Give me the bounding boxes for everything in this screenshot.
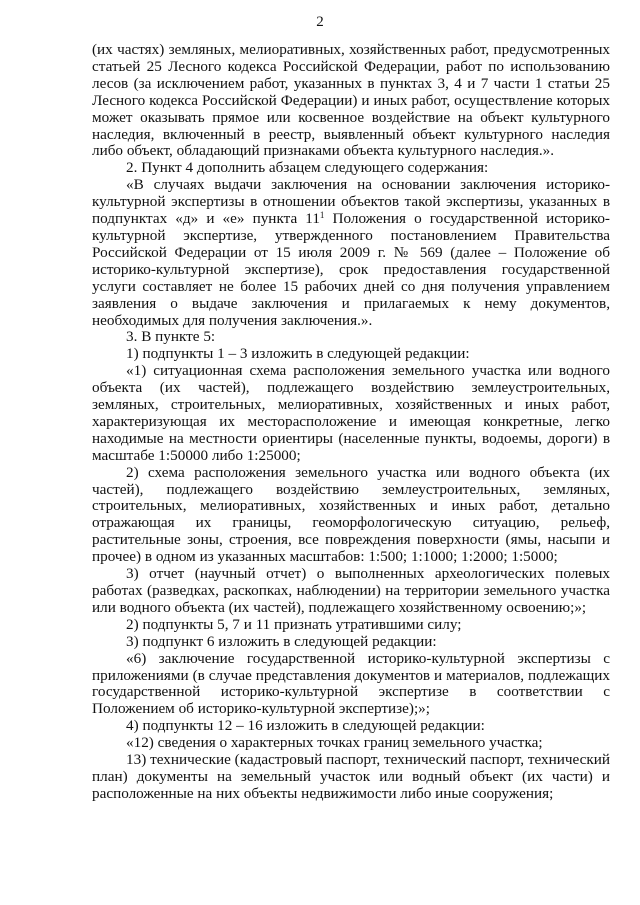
paragraph-8: 3) отчет (научный отчет) о выполненных археологических полевых работах (разведках, раскопках, наблюдении) на территории земельного участка или водного объекта (их частей), подлежащего хозяйственному освоению;»;	[92, 565, 610, 616]
paragraph-9: 2) подпункты 5, 7 и 11 признать утратившими силу;	[126, 615, 462, 633]
paragraph-3	[92, 177, 610, 329]
paragraph-3-text-start: «В случаях выдачи заключения на основании заключения историко-культурной экспертизы в отношении объектов такой экспертизы, указанных в подпунктах «д» и «е» пункта 11	[92, 176, 610, 228]
paragraph-12: 4) подпункты 12 – 16 изложить в следующей редакции:	[126, 717, 485, 735]
paragraph-7: 2) схема расположения земельного участка или водного объекта (их частей), подлежащего воздействию землеустроительных, земляных, строительных, мелиоративных, хозяйственных и иных работ, детально отражающая их границы, геоморфологическую ситуацию, рельеф, растительные зоны, строения, все повреждения поверхности (ямы, насыпи и прочее) в одном из указанных масштабов: 1:500; 1:1000; 1:2000; 1:5000;	[92, 463, 610, 566]
paragraph-10: 3) подпункт 6 изложить в следующей редакции:	[126, 632, 437, 650]
paragraph-1: (их частях) земляных, мелиоративных, хозяйственных работ, предусмотренных статьей 25 Лесного кодекса Российской Федерации, работ по использованию лесов (за исключением работ, указанных в пунктах 3, 4 и 7 части 1 статьи 25 Лесного кодекса Российской Федерации) и иных работ, осуществление которых может оказывать прямое или косвенное воздействие на объект культурного наследия, включенный в реестр, выявленный объект культурного наследия либо объект, обладающий признаками объекта культурного наследия.».	[92, 41, 610, 160]
paragraph-2: 2. Пункт 4 дополнить абзацем следующего содержания:	[126, 159, 489, 177]
paragraph-14: 13) технические (кадастровый паспорт, технический паспорт, технический план) документы на земельный участок или водный объект (их части) и расположенные на них объекты недвижимости либо иные сооружения;	[92, 751, 610, 802]
paragraph-5: 1) подпункты 1 – 3 изложить в следующей редакции:	[126, 345, 470, 363]
document-body	[92, 42, 610, 803]
paragraph-6: «1) ситуационная схема расположения земельного участка или водного объекта (их частей), подлежащего воздействию землеустроительных, земляных, строительных, мелиоративных, хозяйственных и иных работ, характеризующая их месторасположение и имеющая конкретные, легко находимые на местности ориентиры (населенные пункты, водоемы, дороги) в масштабе 1:50000 либо 1:25000;	[92, 362, 610, 464]
page-number: 2	[316, 14, 324, 30]
paragraph-13: «12) сведения о характерных точках границ земельного участка;	[126, 734, 543, 752]
paragraph-11: «6) заключение государственной историко-культурной экспертизы с приложениями (в случае представления документов и материалов, подлежащих государственной историко-культурной экспертизе в соответствии с Положением об историко-культурной экспертизе);»;	[92, 649, 610, 718]
paragraph-4: 3. В пункте 5:	[126, 328, 216, 346]
superscript-footnote: 1	[319, 210, 325, 221]
paragraph-3-text-end: Положения о государственной историко-культурной экспертизе, утвержденного постановлением Правительства Российской Федерации от 15 июля 2009 г. № 569 (далее – Положение об историко-культурной экспертизе), срок предоставления государственной услуги составляет не более 15 рабочих дней со дня получения управлением заявления о выдаче заключения и прилагаемых к нему документов, необходимых для получения заключения.».	[92, 210, 610, 329]
